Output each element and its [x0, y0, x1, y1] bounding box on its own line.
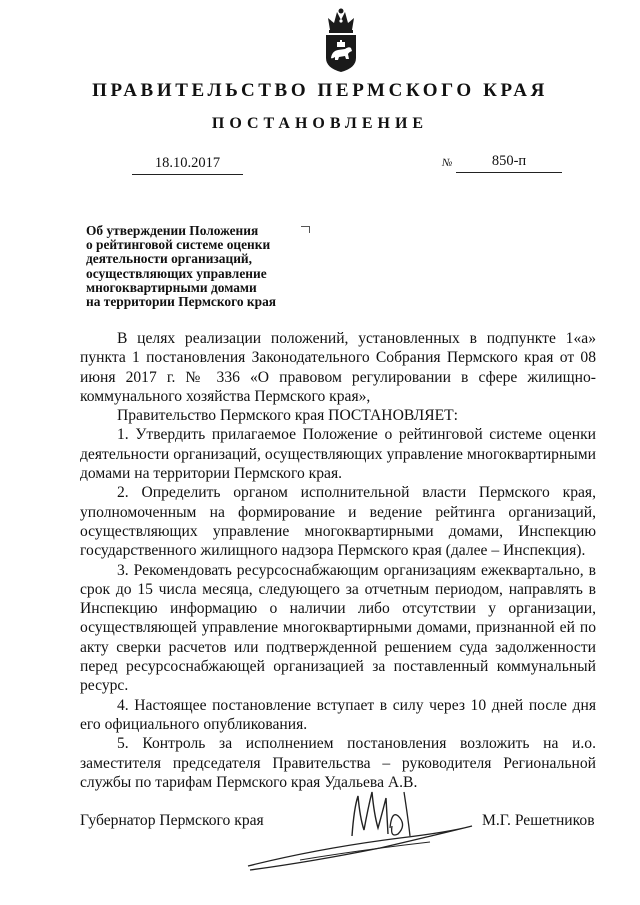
document-type: ПОСТАНОВЛЕНИЕ — [211, 115, 429, 132]
document-subject — [86, 224, 316, 309]
signatory-position: Губернатор Пермского края — [80, 812, 264, 829]
signatory-name: М.Г. Решетников — [482, 812, 595, 829]
number-sign: № — [442, 157, 453, 169]
subject-bracket — [301, 226, 310, 233]
authority-title: ПРАВИТЕЛЬСТВО ПЕРМСКОГО КРАЯ — [92, 80, 548, 101]
item-paragraph: 5. Контроль за исполнением постановления возложить на и.о. заместителя председателя Правительства – руководителя Региональной службы по тарифам Пермского края Удальева А.В. — [80, 735, 596, 791]
document-date: 18.10.2017 — [132, 152, 243, 175]
document-number: 850-п — [456, 150, 562, 173]
subject-line: о рейтинговой системе оценки — [86, 237, 271, 253]
subject-line: осуществляющих управление — [86, 265, 267, 281]
perm-krai-coat-of-arms-icon — [318, 6, 364, 74]
document-body — [80, 329, 596, 792]
item-paragraph: 2. Определить органом исполнительной власти Пермского края, уполномоченным на формирование и ведение рейтинга организаций, осуществляющих управление многоквартирными домами, Инспекцию государственного жилищного надзора Пермского края (далее – Инспекция). — [80, 484, 596, 560]
subject-line: деятельности организаций, — [86, 251, 252, 267]
item-paragraph: 1. Утвердить прилагаемое Положение о рейтинговой системе оценки деятельности организаций, осуществляющих управление многоквартирными домами на территории Пермского края. — [80, 426, 596, 483]
item-paragraph: 3. Рекомендовать ресурсоснабжающим организациям ежеквартально, в срок до 15 числа месяца, следующего за отчетным периодом, направлять в Инспекцию информацию о наличии либо отсутствии у организации, осуществляющей управление многоквартирными домами, признанной ей по акту сверки расчетов или подтвержденной решением суда задолженности перед ресурсоснабжающей организацией за поставленный коммунальный ресурс. — [80, 561, 596, 695]
item-paragraph: 4. Настоящее постановление вступает в силу через 10 дней после дня его официального опубликования. — [80, 696, 596, 733]
decree-paragraph: Правительство Пермского края ПОСТАНОВЛЯЕТ: — [117, 407, 458, 425]
subject-line: многоквартирными домами — [86, 279, 257, 295]
subject-line: Об утверждении Положения — [86, 223, 259, 238]
subject-line: на территории Пермского края — [86, 294, 277, 310]
preamble-paragraph: В целях реализации положений, установленных в подпункте 1«а» пункта 1 постановления Законодательного Собрания Пермского края от 08 июня 2017 г. № 336 «О правовом регулировании в сфере жилищно-коммунального хозяйства Пермского края», — [80, 330, 596, 405]
